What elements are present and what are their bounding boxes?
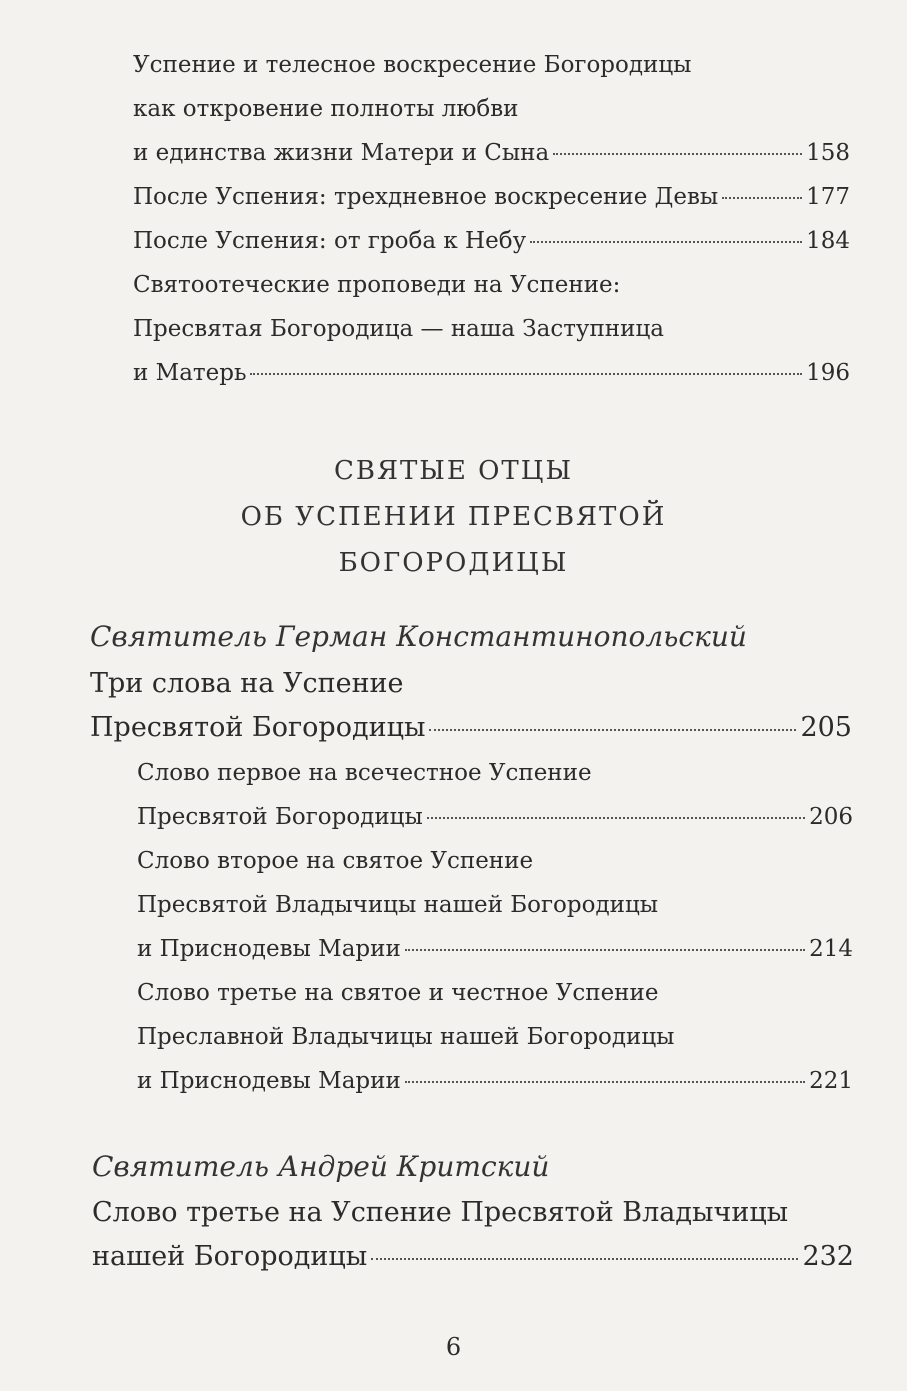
page-ref: 158 xyxy=(806,140,850,166)
author-name: Святитель Андрей Критский xyxy=(92,1150,550,1183)
work-title-line: Три слова на Успение xyxy=(90,668,404,699)
toc-subentry-line: Пресвятой Владычицы нашей Богородицы xyxy=(137,892,659,918)
work-title-line[interactable]: нашей Богородицы 232 xyxy=(92,1241,854,1272)
toc-entry-line: Святоотеческие проповеди на Успение: xyxy=(133,272,621,298)
section-heading-line: БОГОРОДИЦЫ xyxy=(338,548,569,578)
author-name: Святитель Герман Константинопольский xyxy=(90,620,747,653)
page-ref: 206 xyxy=(809,804,853,830)
toc-entry-line[interactable]: и единства жизни Матери и Сына 158 xyxy=(133,140,850,166)
toc-subentry-line[interactable]: и Приснодевы Марии 214 xyxy=(137,936,853,962)
dot-leader xyxy=(427,817,805,819)
toc-entry-line[interactable]: После Успения: от гроба к Небу 184 xyxy=(133,228,850,254)
page-ref: 205 xyxy=(800,712,852,743)
toc-subentry-line: Слово третье на святое и честное Успение xyxy=(137,980,659,1006)
toc-subentry-line[interactable]: и Приснодевы Марии 221 xyxy=(137,1068,853,1094)
section-heading-line: СВЯТЫЕ ОТЦЫ xyxy=(333,456,574,486)
page-ref: 221 xyxy=(809,1068,853,1094)
work-title-line[interactable]: Пресвятой Богородицы 205 xyxy=(90,712,852,743)
dot-leader xyxy=(371,1258,798,1260)
toc-subentry-line: Преславной Владычицы нашей Богородицы xyxy=(137,1024,675,1050)
page-ref: 177 xyxy=(806,184,850,210)
toc-entry-line: Пресвятая Богородица — наша Заступница xyxy=(133,316,664,342)
toc-entry-line[interactable]: После Успения: трехдневное воскресение Девы 177 xyxy=(133,184,850,210)
page-number: 6 xyxy=(445,1333,462,1361)
dot-leader xyxy=(405,949,805,951)
toc-entry-line[interactable]: и Матерь 196 xyxy=(133,360,850,386)
dot-leader xyxy=(405,1081,805,1083)
page-ref: 214 xyxy=(809,936,853,962)
page-ref: 184 xyxy=(806,228,850,254)
dot-leader xyxy=(429,729,796,731)
dot-leader xyxy=(250,373,802,375)
page-ref: 232 xyxy=(802,1241,854,1272)
toc-subentry-line: Слово первое на всечестное Успение xyxy=(137,760,592,786)
section-heading-line: ОБ УСПЕНИИ ПРЕСВЯТОЙ xyxy=(240,502,667,532)
dot-leader xyxy=(530,241,802,243)
toc-subentry-line[interactable]: Пресвятой Богородицы 206 xyxy=(137,804,853,830)
work-title-line: Слово третье на Успение Пресвятой Владычицы xyxy=(92,1197,789,1228)
toc-entry-line: Успение и телесное воскресение Богородицы xyxy=(133,52,692,78)
dot-leader xyxy=(722,197,802,199)
toc-subentry-line: Слово второе на святое Успение xyxy=(137,848,534,874)
page-ref: 196 xyxy=(806,360,850,386)
dot-leader xyxy=(553,153,802,155)
toc-entry-line: как откровение полноты любви xyxy=(133,96,519,122)
